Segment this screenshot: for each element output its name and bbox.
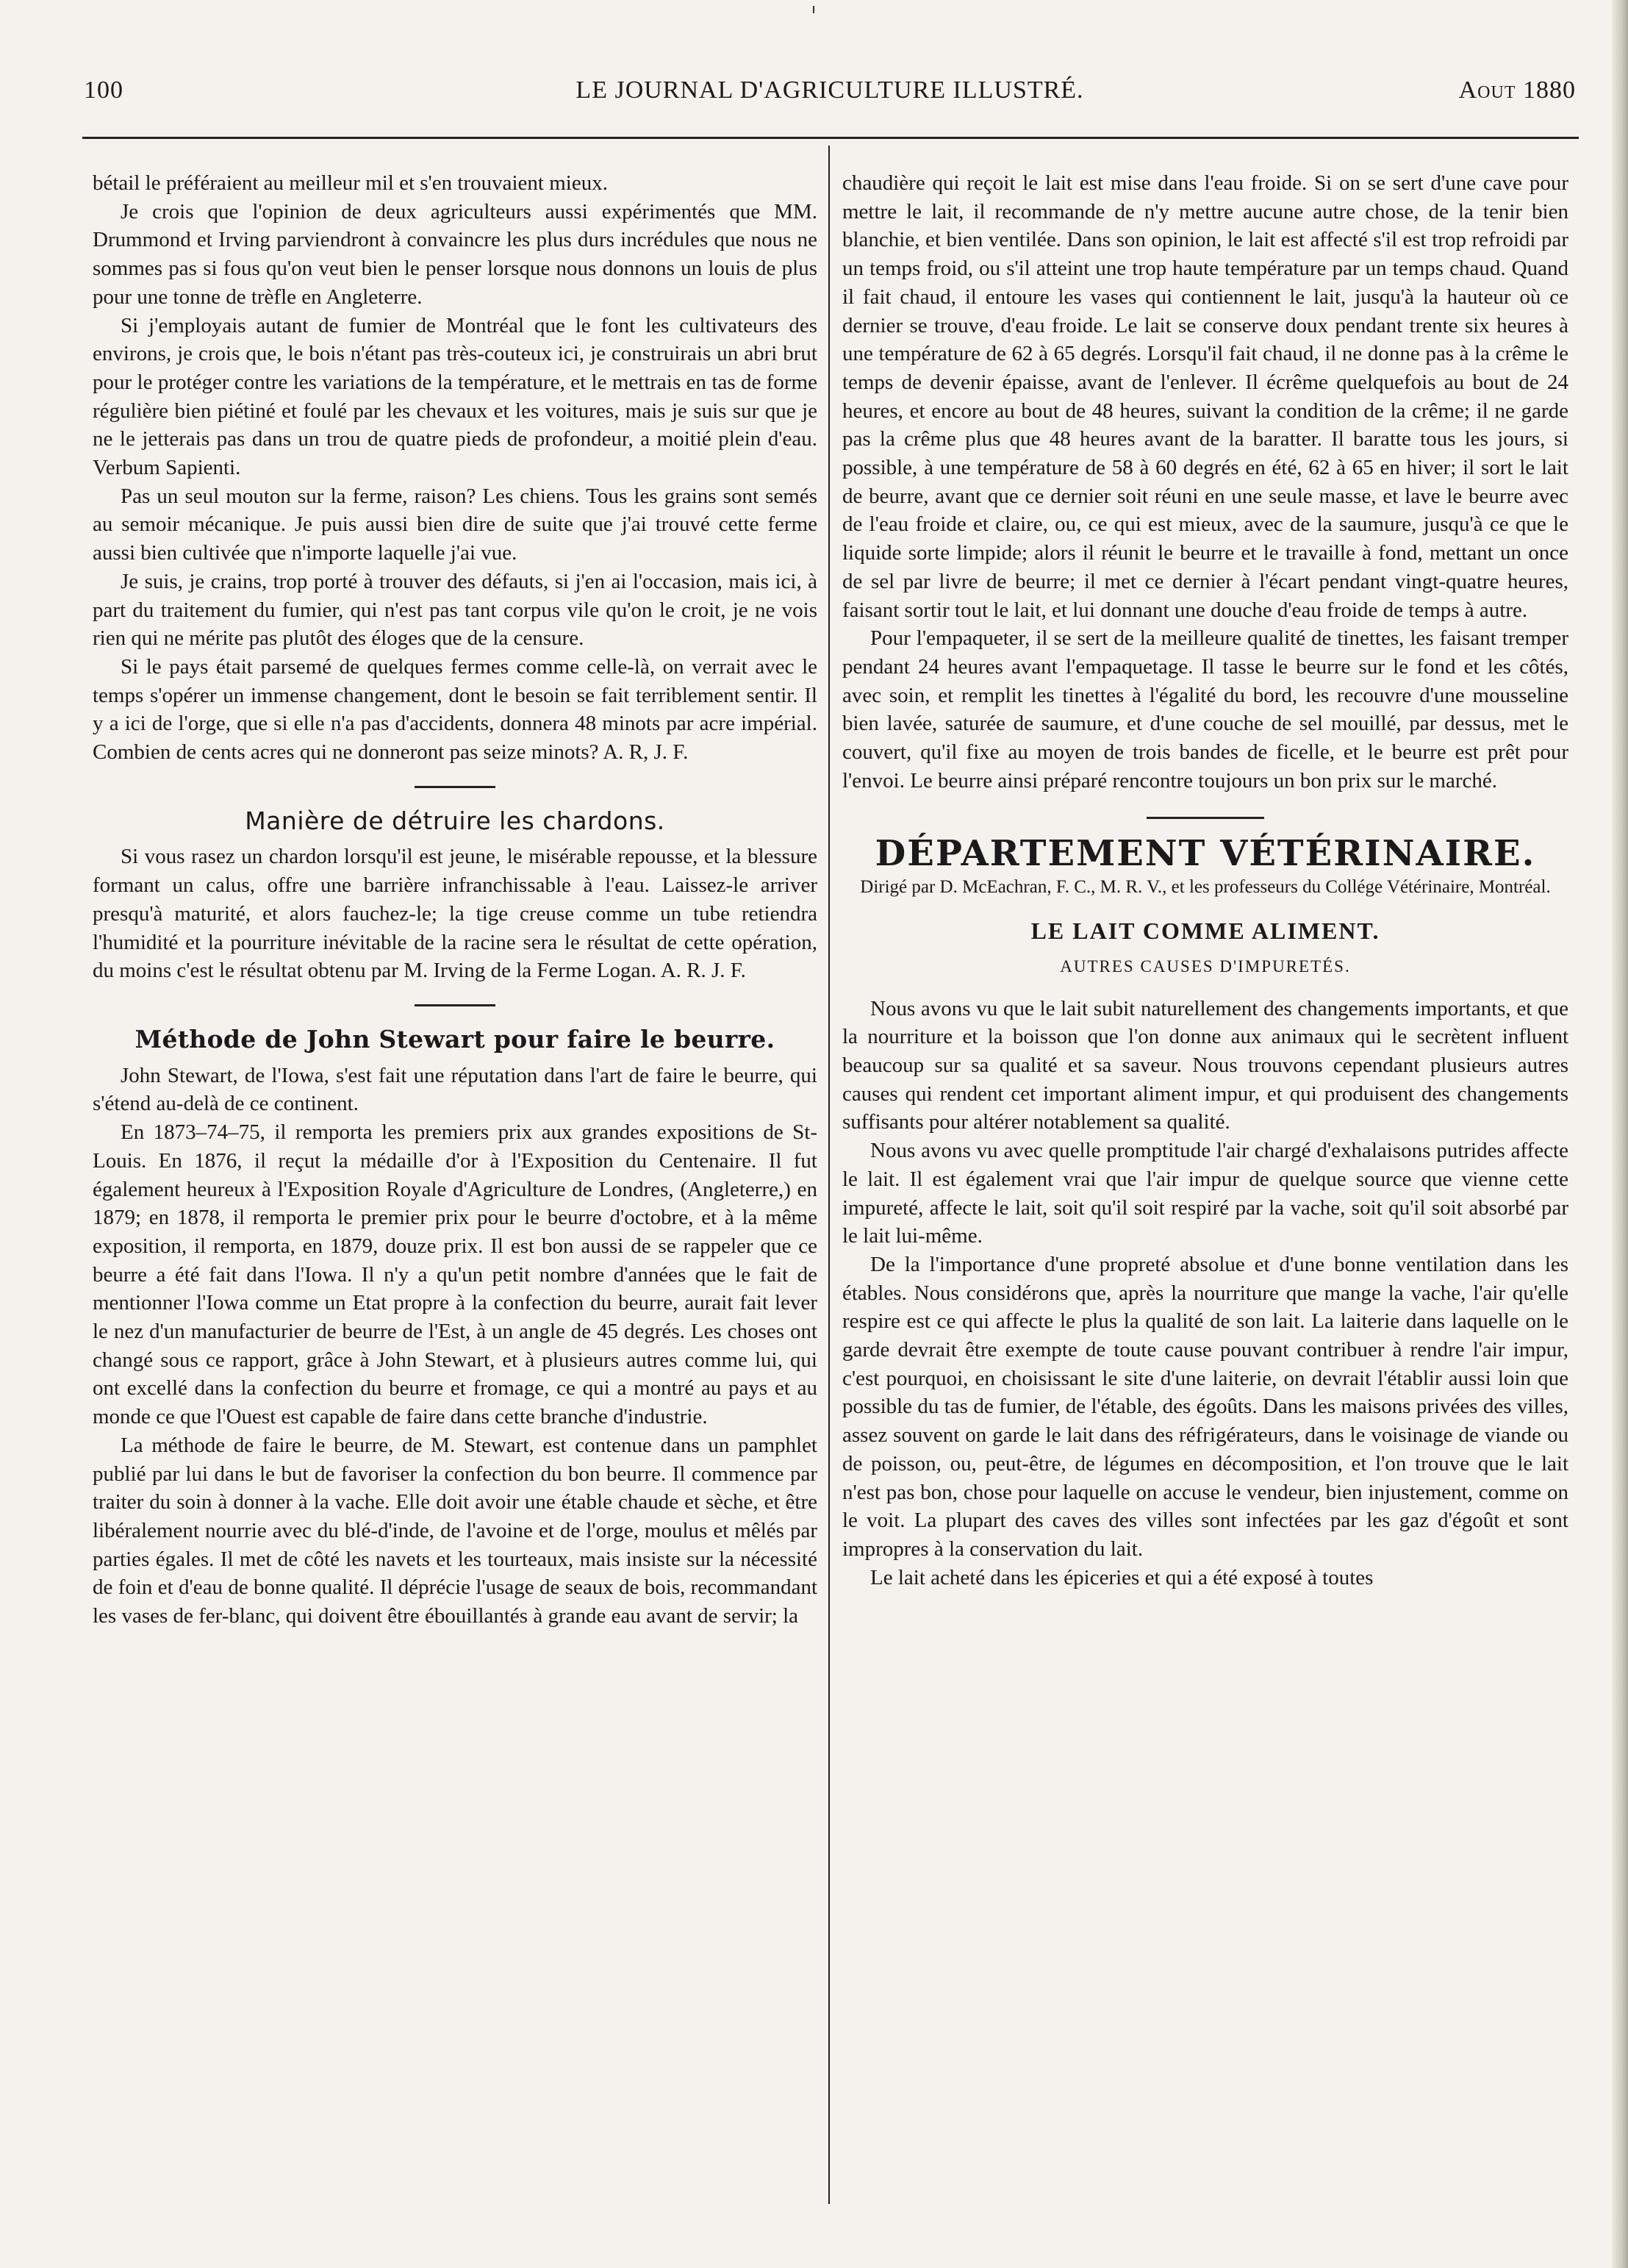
left-column bbox=[93, 169, 817, 1631]
right-column bbox=[842, 169, 1568, 1592]
journal-title: LE JOURNAL D'AGRICULTURE ILLUSTRÉ. bbox=[575, 76, 1084, 104]
issue-date: Aout 1880 bbox=[1458, 76, 1576, 104]
paragraph: Pas un seul mouton sur la ferme, raison? Les chiens. Tous les grains sont semés au semoir mécanique. Je puis aussi bien dire de suite que j'ai trouvé cette ferme aussi bien cultivée que n'importe laquelle j'ai vue. bbox=[93, 484, 817, 565]
section-subtitle: AUTRES CAUSES D'IMPURETÉS. bbox=[1060, 956, 1351, 976]
page-header bbox=[84, 76, 1576, 121]
header-rule bbox=[82, 137, 1579, 139]
paragraph: La méthode de faire le beurre, de M. Stewart, est contenue dans un pamphlet publié par lui dans le but de favoriser la confection du bon beurre. Il commence par traiter du soin à donner à la vache. Elle doit avoir une étable chaude et sèche, et être libéralement nourrie avec du blé-d'inde, de l'avoine et de l'orge, moulus et mêlés par parties égales. Il met de côté les navets et les tourteaux, mais insiste sur la nécessité de foin et d'eau de bonne qualité. Il déprécie l'usage de seaux de bois, recommandant les vases de fer-blanc, qui doivent être ébouillantés à grande eau avant de servir; la bbox=[93, 1433, 817, 1628]
paragraph: De la l'importance d'une propreté absolue et d'une bonne ventilation dans les étables. Nous considérons que, après la nourriture que mange la vache, l'air qu'elle respire est ce qui affecte le plus la qualité de son lait. La laiterie dans laquelle on le garde devrait être exempte de toute cause pouvant contribuer à rendre l'air impur, c'est pourquoi, en choisissant le site d'une laiterie, on devrait l'établir aussi loin que possible du tas de fumier, de l'étable, des égoûts. Dans les maisons privées des villes, assez souvent on garde le lait dans des réfrigérateurs, dans le voisinage de viande ou de poisson, ou, peut-être, de légumes en décomposition, et l'on trouve que le lait n'est pas bon, chose pour laquelle on accuse le vendeur, bien injustement, comme on le voit. La plupart des caves des villes sont infectées par les gaz d'égoût et sont impropres à la conservation du lait. bbox=[842, 1252, 1568, 1561]
column-divider bbox=[828, 146, 830, 2204]
article-title-chardons: Manière de détruire les chardons. bbox=[245, 806, 665, 835]
print-mark bbox=[813, 6, 814, 13]
paragraph: Je suis, je crains, trop porté à trouver des défauts, si j'en ai l'occasion, mais ici, à part du traitement du fumier, qui n'est pas tant corpus vile qu'on le croit, je ne vois rien qui ne mérite pas plutôt des éloges que de la censure. bbox=[93, 569, 817, 651]
paragraph: Le lait acheté dans les épiceries et qui a été exposé à toutes bbox=[870, 1565, 1374, 1589]
page-number: 100 bbox=[84, 76, 123, 104]
page-edge-shadow bbox=[1612, 0, 1628, 2268]
paragraph: John Stewart, de l'Iowa, s'est fait une réputation dans l'art de faire le beurre, qui s'étend au-delà de ce continent. bbox=[93, 1063, 817, 1116]
section-separator bbox=[1147, 817, 1264, 819]
paragraph: Je crois que l'opinion de deux agriculteurs aussi expérimentés que MM. Drummond et Irving parviendront à convaincre les plus durs incrédules que nous ne sommes pas si fous qu'on veut bien le penser lorsque nous donnons un louis de plus pour une tonne de trèfle en Angleterre. bbox=[93, 199, 817, 309]
article-title-stewart: Méthode de John Stewart pour faire le beurre. bbox=[135, 1024, 775, 1053]
paragraph: Si j'employais autant de fumier de Montréal que le font les cultivateurs des environs, je crois que, le bois n'étant pas très-couteux ici, je construirais un abri brut pour le protéger contre les variations de la température, et le mettrais en tas de forme régulière bien piétiné et foulé par les chevaux et les voitures, mais je suis sur que je ne le jetterais pas dans un trou de quatre pieds de profondeur, a moitié plein d'eau. Verbum Sapienti. bbox=[93, 313, 817, 480]
paragraph: bétail le préféraient au meilleur mil et s'en trouvaient mieux. bbox=[93, 171, 608, 195]
paragraph: En 1873–74–75, il remporta les premiers prix aux grandes expositions de St-Louis. En 1876, il reçut la médaille d'or à l'Exposition du Centenaire. Il fut également heureux à l'Exposition Royale d'Agriculture de Londres, (Angleterre,) en 1879; en 1878, il remporta le premier prix pour le beurre d'octobre, et à la même exposition, il remporta, en 1879, douze prix. Il est bon aussi de se rappeler que ce beurre a été fait dans l'Iowa. Il n'y a qu'un petit nombre d'années que le fait de mentionner l'Iowa comme un Etat propre à la confection du beurre, aurait fait lever le nez d'un manufacturier de beurre de l'Est, à un angle de 45 degrés. Les choses ont changé sous ce rapport, grâce à John Stewart, et à plusieurs autres comme lui, qui ont excellé dans la confection du beurre et fromage, ce qui a montré au pays et au monde ce que l'Ouest est capable de faire dans cette branche d'industrie. bbox=[93, 1120, 817, 1429]
section-title: LE LAIT COMME ALIMENT. bbox=[1030, 917, 1380, 945]
paragraph: Pour l'empaqueter, il se sert de la meilleure qualité de tinettes, les faisant tremper pendant 24 heures avant l'empaquetage. Il tasse le beurre sur le fond et les côtés, avec soin, et remplit les tinettes à l'égalité du bord, les recouvre d'une mousseline bien lavée, saturée de saumure, et d'une couche de sel mouillé, par dessus, met le couvert, qu'il fixe au moyen de trois bandes de ficelle, et le beurre est prêt pour l'envoi. Le beurre ainsi préparé rencontre toujours un bon prix sur le marché. bbox=[842, 626, 1568, 793]
paragraph: Si vous rasez un chardon lorsqu'il est jeune, le misérable repousse, et la blessure formant un calus, offre une barrière infranchissable à l'eau. Laissez-le arriver presqu'à maturité, et alors fauchez-le; la tige creuse comme un tube retiendra l'humidité et la pourriture inévitable de la racine sera le résultat de cette opération, du moins c'est le résultat obtenu par M. Irving de la Ferme Logan. A. R. J. F. bbox=[93, 845, 817, 983]
paragraph: Nous avons vu que le lait subit naturellement des changements importants, et que la nourriture et la boisson que l'on donne aux animaux qui le secrètent influent beaucoup sur sa qualité et sa saveur. Nous trouvons cependant plusieurs autres causes qui rendent cet important aliment impur, et qui produisent des changements suffisants pour altérer notablement sa qualité. bbox=[842, 996, 1568, 1134]
section-separator bbox=[415, 1004, 495, 1006]
department-subtitle: Dirigé par D. McEachran, F. C., M. R. V., et les professeurs du Collége Vétérinaire, Montréal. bbox=[860, 877, 1551, 898]
paragraph: Si le pays était parsemé de quelques fermes comme celle-là, on verrait avec le temps s'opérer un immense changement, dont le besoin se fait terriblement sentir. Il y a ici de l'orge, que si elle n'a pas d'accidents, donnera 48 minots par acre impérial. Combien de cents acres qui ne donneront pas seize minots? A. R, J. F. bbox=[93, 654, 817, 765]
section-separator bbox=[415, 786, 495, 788]
paragraph: chaudière qui reçoit le lait est mise dans l'eau froide. Si on se sert d'une cave pour mettre le lait, il recommande de n'y mettre aucune autre chose, de la tenir bien blanchie, et bien ventilée. Dans son opinion, le lait est affecté s'il est trop refroidi par un temps froid, ou s'il atteint une trop haute température par un temps chaud. Quand il fait chaud, il entoure les vases qui contiennent le lait, jusqu'à la hauteur où ce dernier se trouve, d'eau froide. Le lait se conserve doux pendant trente six heures à une température de 62 à 65 degrés. Lorsqu'il fait chaud, il ne donne pas à la crême le temps de devenir épaisse, avant de l'enlever. Il écrême quelquefois au bout de 24 heures, et encore au bout de 48 heures, suivant la condition de la crême; il ne garde pas la crême plus que 48 heures avant de la baratter. Il baratte tous les jours, si possible, à une température de 58 à 60 degrés en été, 62 à 65 en hiver; il sort le lait de beurre, avant que ce dernier soit réuni en une seule masse, et lave le beurre avec de l'eau froide et claire, ou, ce qui est mieux, avec de la saumure, jusqu'à ce que le liquide sorte limpide; alors il réunit le beurre et le travaille à fond, mettant un once de sel par livre de beurre; il met ce dernier à l'écart pendant vingt-quatre heures, faisant sortir tout le lait, et lui donnant une douche d'eau froide de temps à autre. bbox=[842, 171, 1568, 622]
department-title: DÉPARTEMENT VÉTÉRINAIRE. bbox=[875, 833, 1536, 875]
paragraph: Nous avons vu avec quelle promptitude l'air chargé d'exhalaisons putrides affecte le lait. Il est également vrai que l'air impur de quelque source que vienne cette impureté, affecte le lait, soit qu'il soit respiré par la vache, soit qu'il soit absorbé par le lait lui-même. bbox=[842, 1139, 1568, 1248]
